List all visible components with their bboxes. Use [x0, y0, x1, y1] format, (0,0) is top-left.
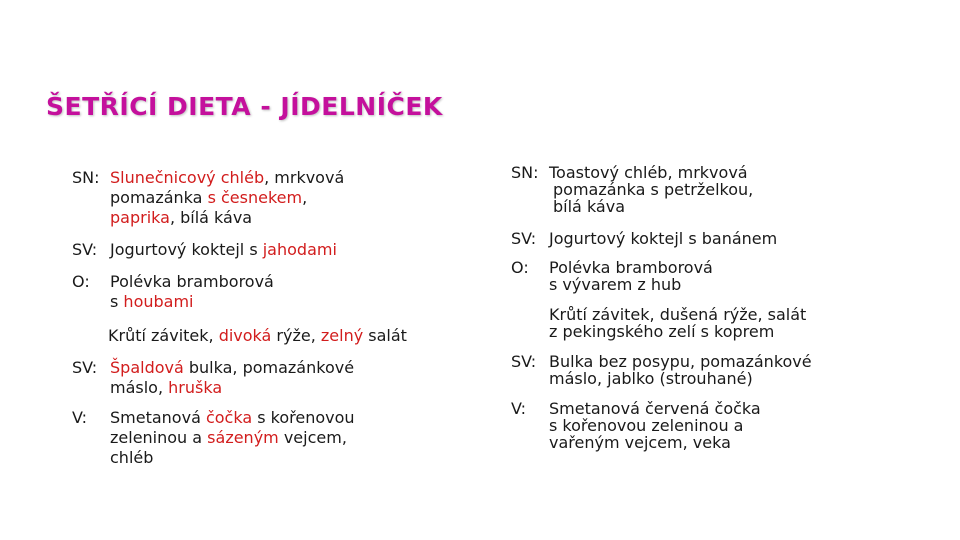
text-segment: Polévka bramborová [110, 272, 274, 291]
right-v-label: V: [511, 399, 527, 418]
text-segment: Smetanová [110, 408, 206, 427]
right-sn-line1: Toastový chléb, mrkvová [549, 163, 748, 182]
text-segment: bulka, pomazánkové [183, 358, 355, 377]
right-o-line4: z pekingského zelí s koprem [549, 322, 775, 341]
highlighted-text: houbami [123, 292, 194, 311]
right-sn-line3: bílá káva [553, 197, 625, 216]
right-sv2-line2: máslo, jablko (strouhané) [549, 369, 753, 388]
right-sv-label: SV: [511, 229, 537, 248]
left-sv2-label: SV: [72, 358, 98, 377]
left-sn-line1 [110, 168, 344, 188]
right-sn-line2: pomazánka s petrželkou, [553, 180, 754, 199]
left-sn-label: SN: [72, 168, 100, 187]
left-sv-line1 [110, 240, 337, 260]
highlighted-text: paprika [110, 208, 170, 227]
text-segment: , bílá káva [169, 208, 253, 227]
right-v-line3: vařeným vejcem, veka [549, 433, 731, 452]
highlighted-text: Slunečnicový chléb [110, 168, 265, 187]
highlighted-text: s česnekem [207, 188, 303, 207]
text-segment: pomazánka [110, 188, 208, 207]
text-segment: rýže, [271, 326, 321, 345]
left-sv2-line2 [110, 378, 222, 398]
right-v-line1: Smetanová červená čočka [549, 399, 761, 418]
right-o-label: O: [511, 258, 529, 277]
left-v-label: V: [72, 408, 88, 427]
left-v-line3 [110, 448, 153, 468]
highlighted-text: jahodami [262, 240, 337, 259]
text-segment: chléb [110, 448, 154, 467]
text-segment: Jogurtový koktejl s [110, 240, 263, 259]
text-segment: máslo, [110, 378, 169, 397]
right-o-line1: Polévka bramborová [549, 258, 713, 277]
text-segment: vejcem, [278, 428, 347, 447]
left-o-line1 [110, 272, 274, 292]
text-segment: s kořenovou [252, 408, 355, 427]
left-sv2-line1 [110, 358, 354, 378]
left-o-line3 [108, 326, 407, 346]
left-o-label: O: [72, 272, 90, 291]
highlighted-text: zelný [320, 326, 364, 345]
text-segment: s [110, 292, 124, 311]
left-v-line2 [110, 428, 347, 448]
right-sn-label: SN: [511, 163, 539, 182]
right-o-line2: s vývarem z hub [549, 275, 682, 294]
text-segment: , [302, 188, 308, 207]
text-segment: , mrkvová [264, 168, 345, 187]
highlighted-text: sázeným [207, 428, 279, 447]
text-segment: salát [363, 326, 407, 345]
right-v-line2: s kořenovou zeleninou a [549, 416, 744, 435]
right-o-line3: Krůtí závitek, dušená rýže, salát [549, 305, 807, 324]
page-title: ŠETŘÍCÍ DIETA - JÍDELNÍČEK [46, 92, 443, 121]
right-sv2-line1: Bulka bez posypu, pomazánkové [549, 352, 812, 371]
left-sv-label: SV: [72, 240, 98, 259]
highlighted-text: hruška [168, 378, 223, 397]
highlighted-text: čočka [205, 408, 253, 427]
left-sn-line3 [110, 208, 252, 228]
text-segment: zeleninou a [110, 428, 208, 447]
highlighted-text: divoká [218, 326, 272, 345]
text-segment: Krůtí závitek, [108, 326, 219, 345]
right-sv-line1: Jogurtový koktejl s banánem [549, 229, 778, 248]
highlighted-text: Špaldová [110, 358, 184, 377]
left-o-line2 [110, 292, 193, 312]
left-v-line1 [110, 408, 355, 428]
left-sn-line2 [110, 188, 307, 208]
right-sv2-label: SV: [511, 352, 537, 371]
